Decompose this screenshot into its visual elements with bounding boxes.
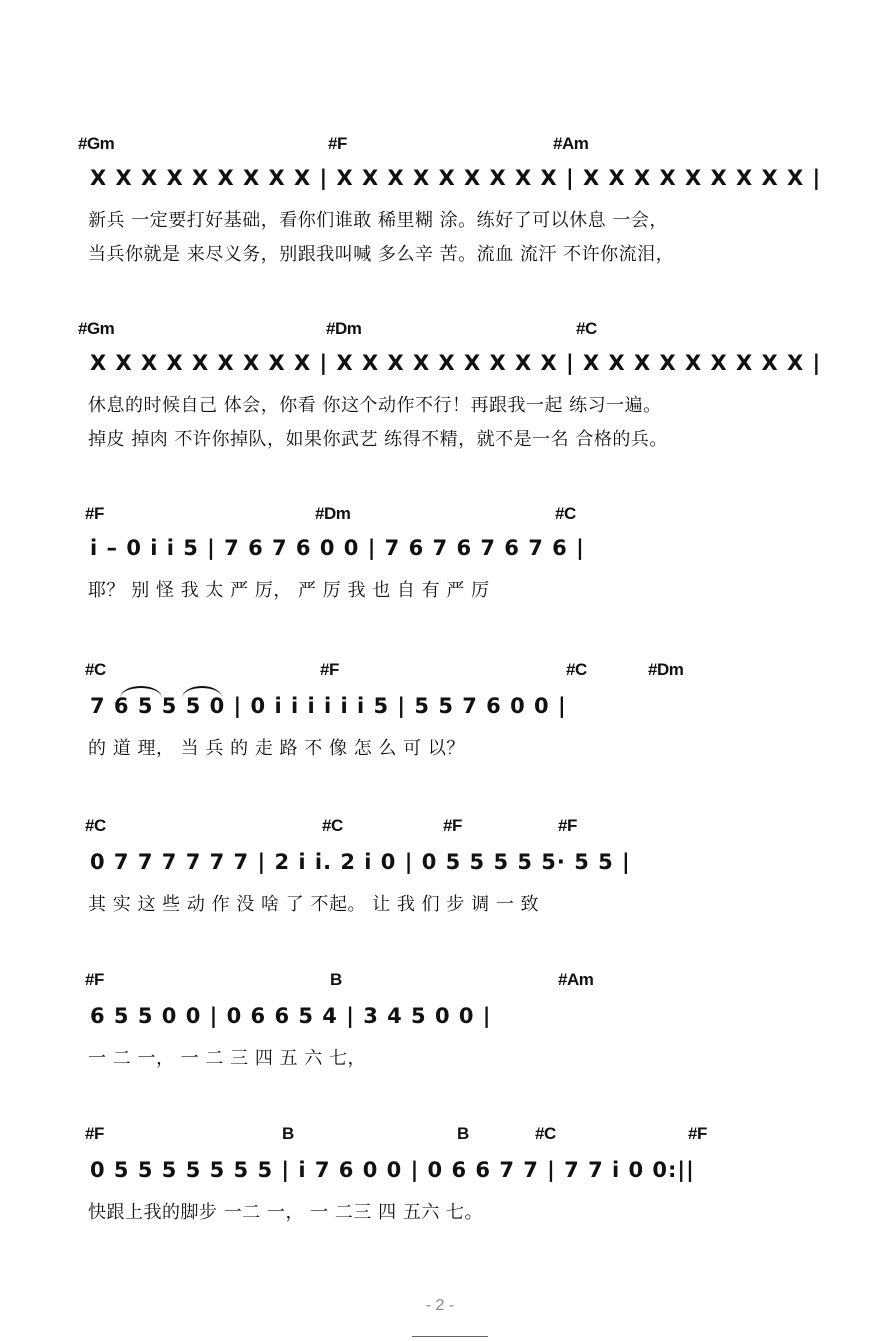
chord: #C	[566, 660, 587, 679]
notation-line: i – 0 i i 5 | 7 6 7 6 0 0 | 7 6 7 6 7 6 7 6 |	[90, 536, 585, 560]
notation-line: 0 5 5 5 5 5 5 5 | i 7 6 0 0 | 0 6 6 7 7 | 7 7 i 0 0:||	[90, 1158, 695, 1182]
notation-line: 6 5 5 0 0 | 0 6 6 5 4 | 3 4 5 0 0 |	[90, 1004, 492, 1028]
chord: #C	[322, 816, 343, 835]
system-6	[0, 966, 880, 1116]
lyric-line-1: 耶？ 别 怪 我 太 严 厉， 严 厉 我 也 自 有 严 厉	[88, 580, 490, 601]
chord: #Dm	[648, 660, 684, 679]
system-5	[0, 812, 880, 962]
chord: #F	[688, 1124, 707, 1143]
system-3	[0, 500, 880, 650]
chord: #F	[558, 816, 577, 835]
chord: #Am	[558, 970, 594, 989]
chord: #Gm	[78, 134, 115, 153]
lyric-line-2: 当兵你就是 来尽义务，别跟我叫喊 多么辛 苦。流血 流汗 不许你流泪，	[88, 244, 675, 265]
lyric-line-1: 其 实 这 些 动 作 没 啥 了 不起。 让 我 们 步 调 一 致	[88, 894, 540, 915]
chord: #F	[328, 134, 347, 153]
footer-rule	[412, 1336, 488, 1337]
notation-line: X X X X X X X X X | X X X X X X X X X | X X X X X X X X X |	[90, 351, 822, 375]
notation-line: 0 7 7 7 7 7 7 | 2 i i. 2 i 0 | 0 5 5 5 5 5· 5 5 |	[90, 850, 631, 874]
chord: #C	[576, 319, 597, 338]
chord: #F	[85, 970, 104, 989]
lyric-line-1: 的 道 理， 当 兵 的 走 路 不 像 怎 么 可 以？	[88, 738, 465, 759]
chord: #C	[85, 816, 106, 835]
system-7	[0, 1120, 880, 1270]
notation-line: X X X X X X X X X | X X X X X X X X X | X X X X X X X X X |	[90, 166, 822, 190]
page-number: - 2 -	[425, 1297, 455, 1314]
system-2	[0, 315, 880, 465]
chord: #F	[443, 816, 462, 835]
chord: #C	[555, 504, 576, 523]
chord: B	[330, 970, 342, 989]
lyric-line-1: 一 二 一， 一 二 三 四 五 六 七，	[88, 1048, 366, 1069]
chord: #C	[535, 1124, 556, 1143]
system-1	[0, 130, 880, 280]
chord: #F	[320, 660, 339, 679]
lyric-line-2: 掉皮 掉肉 不许你掉队，如果你武艺 练得不精，就不是一名 合格的兵。	[88, 429, 668, 450]
chord: #Am	[553, 134, 589, 153]
chord: #F	[85, 1124, 104, 1143]
chord: B	[457, 1124, 469, 1143]
notation-line: 7 6 5 5 5 0 | 0 i i i i i i 5 | 5 5 7 6 0 0 |	[90, 694, 567, 718]
chord: #F	[85, 504, 104, 523]
chord: #Dm	[315, 504, 351, 523]
chord: #Dm	[326, 319, 362, 338]
chord: #Gm	[78, 319, 115, 338]
chord: #C	[85, 660, 106, 679]
system-4	[0, 656, 880, 806]
chord: B	[282, 1124, 294, 1143]
lyric-line-1: 新兵 一定要打好基础，看你们谁敢 稀里糊 涂。练好了可以休息 一会，	[88, 210, 668, 231]
lyric-line-1: 快跟上我的脚步 一二 一， 一 二三 四 五六 七。	[88, 1202, 484, 1223]
lyric-line-1: 休息的时候自己 体会，你看 你这个动作不行！再跟我一起 练习一遍。	[88, 395, 662, 416]
